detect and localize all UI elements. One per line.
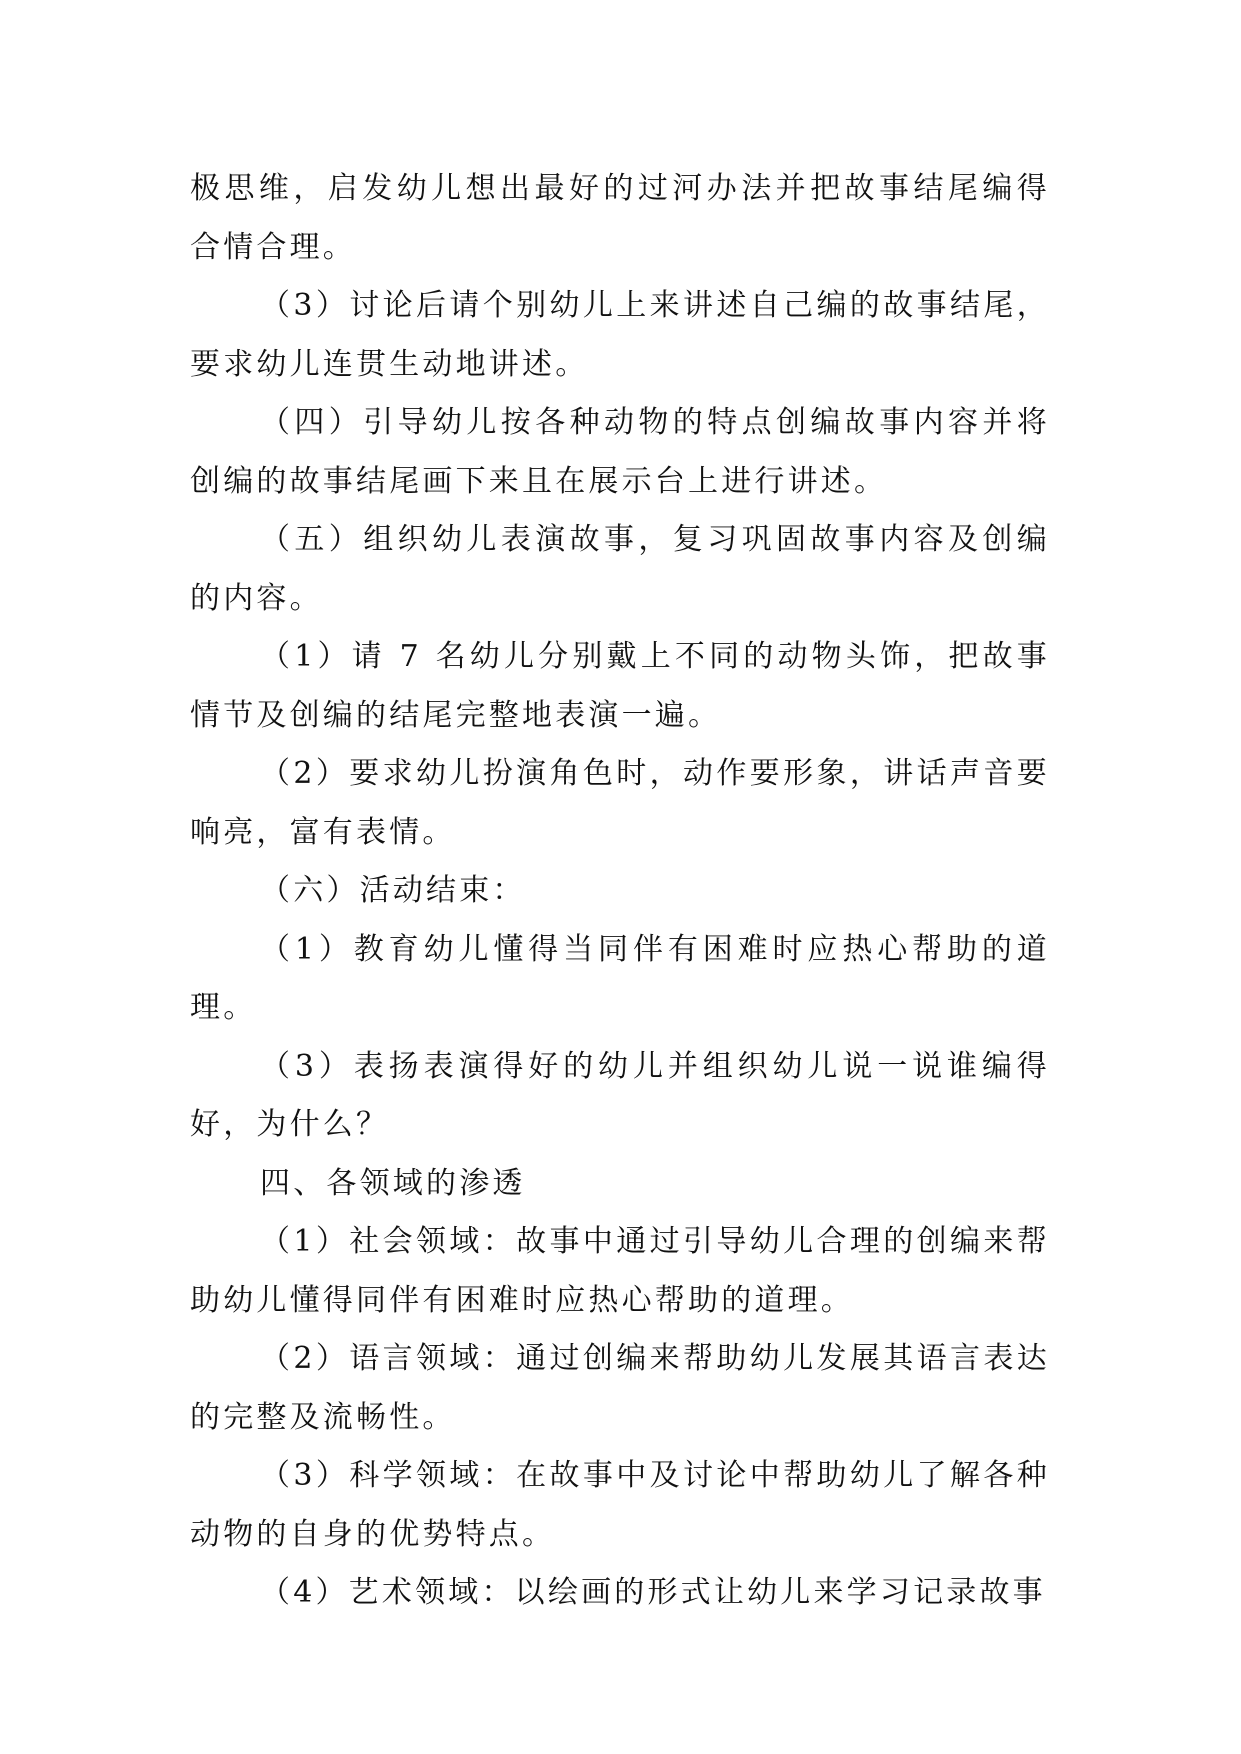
section-heading-domains: 四、各领域的渗透 [260,1165,526,1201]
paragraph-language-domain: （2）语言领域：通过创编来帮助幼儿发展其语言表达的完整及流畅性。 [190,1341,1050,1435]
paragraph-step-2: （2）要求幼儿扮演角色时，动作要形象，讲话声音要响亮，富有表情。 [190,756,1050,850]
document-page [190,160,1050,1610]
paragraph-step-3-praise: （3）表扬表演得好的幼儿并组织幼儿说一说谁编得好，为什么？ [190,1048,1050,1142]
paragraph-step-3: （3）讨论后请个别幼儿上来讲述自己编的故事结尾，要求幼儿连贯生动地讲述。 [190,288,1050,382]
paragraph-section-4: （四）引导幼儿按各种动物的特点创编故事内容并将创编的故事结尾画下来且在展示台上进行讲述。 [190,405,1050,499]
paragraph-art-domain: （4）艺术领域：以绘画的形式让幼儿来学习记录故事 [260,1575,1046,1610]
paragraph-step-1-educate: （1）教育幼儿懂得当同伴有困难时应热心帮助的道理。 [190,931,1050,1025]
paragraph-section-6: （六）活动结束： [260,873,526,908]
paragraph-section-5: （五）组织幼儿表演故事，复习巩固故事内容及创编的内容。 [190,522,1050,616]
paragraph-science-domain: （3）科学领域：在故事中及讨论中帮助幼儿了解各种动物的自身的优势特点。 [190,1458,1050,1552]
paragraph-continuation: 极思维，启发幼儿想出最好的过河办法并把故事结尾编得合情合理。 [190,171,1050,265]
paragraph-social-domain: （1）社会领域：故事中通过引导幼儿合理的创编来帮助幼儿懂得同伴有困难时应热心帮助的道理。 [190,1224,1050,1318]
paragraph-step-1: （1）请 7 名幼儿分别戴上不同的动物头饰，把故事情节及创编的结尾完整地表演一遍。 [190,639,1050,733]
